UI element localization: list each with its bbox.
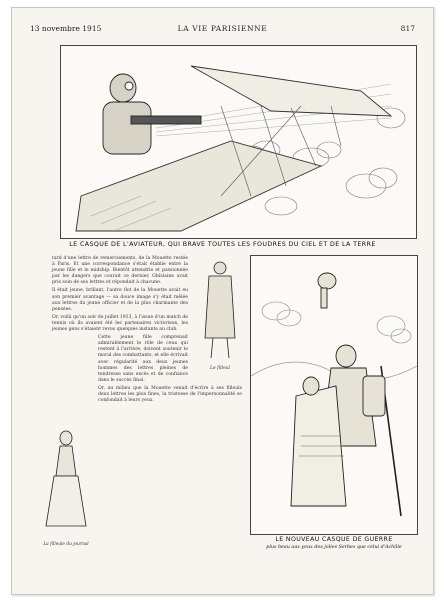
couple-drawing	[251, 256, 417, 534]
article-paragraph: Il était jeune, brillant, l'autre flot de la Mouette avait eu son premier avantage — sa douce image s'y était mêlée aux lettres du jeune officier et de la plus charmante des pensées.	[52, 288, 188, 312]
war-helmet-caption-subtitle: plus beau aux yeux des jolies Serbes que celui d'Achille	[266, 545, 402, 550]
aviator-caption: LE CASQUE DE L'AVIATEUR, QUI BRAVE TOUTES LES FOUDRES DU CIEL ET DE LA TERRE	[69, 241, 376, 248]
soldier-vignette	[195, 258, 245, 371]
aviator-illustration	[60, 45, 417, 239]
article-paragraph: Or, au milieu que la Mouette venait d'écrire à ses filleuls deux lettres les plus fines, la tristesse de l'impersonnalité se confondait à leurs yeux.	[98, 385, 242, 404]
article-paragraph: Or, voilà qu'un soir de juillet 1913, à l'issue d'un match de tennis où ils avaient été les partenaires victorieux, les jeunes gens s'étaient revus quelques instants au club.	[52, 314, 188, 333]
war-helmet-illustration	[250, 255, 418, 535]
soldier-caption: Le filleul	[210, 366, 230, 371]
woman-caption: La filleule du journal	[43, 542, 89, 547]
page	[11, 7, 434, 595]
article-paragraph: tard d'une lettre de remerciements, de la Mouette restée à Paris. Et une correspondance s'était établie entre la jeune fille et le midship. Bientôt attendrie et passionnée par les dangers que courait ce dernier, Ghislaine avait pris soin de ses lettres et répondait à chacune.	[52, 256, 188, 286]
issue-date: 13 novembre 1915	[30, 24, 102, 33]
page-number: 817	[400, 24, 415, 33]
aviator-drawing	[61, 46, 416, 238]
woman-vignette	[40, 426, 92, 548]
journal-title: LA VIE PARISIENNE	[177, 24, 268, 33]
war-helmet-caption-title: LE NOUVEAU CASQUE DE GUERRE	[275, 536, 393, 543]
article-paragraph: Cette jeune fille comprenait admirablement le rôle de ceux qui restent à l'arrière, doivent soutenir le moral des combattants, et elle écrivait avec régularité aux deux jeunes hommes des lettres pleines de tendresse sans excès et de confiance dans le succès final.	[98, 335, 188, 383]
war-helmet-caption	[248, 536, 420, 550]
article-column	[43, 256, 242, 586]
page-header	[30, 24, 415, 38]
